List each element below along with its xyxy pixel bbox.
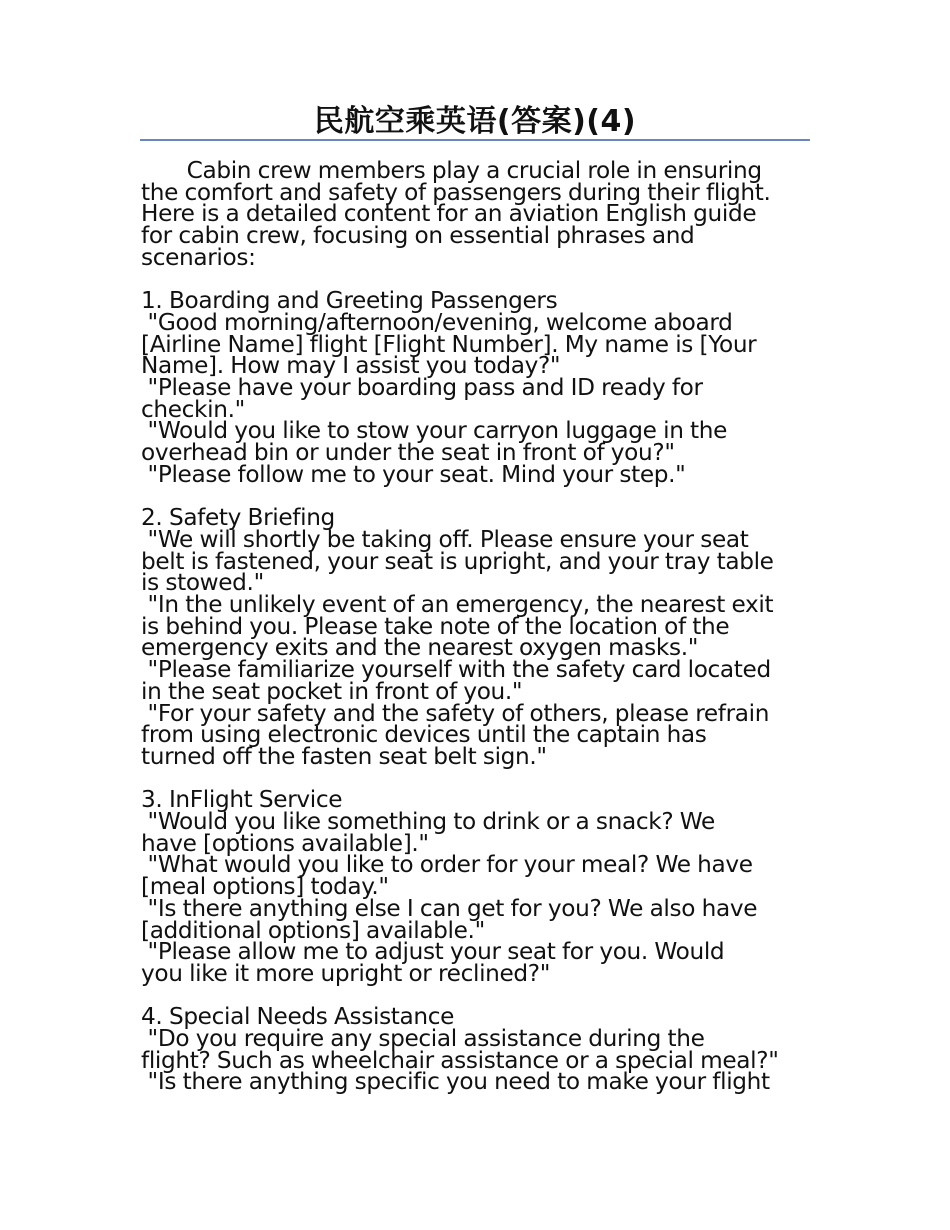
- section-heading: 4. Special Needs Assistance: [141, 1003, 455, 1031]
- text-line: "Is there anything else I can get for you? We also have: [141, 894, 758, 922]
- text-line: for cabin crew, focusing on essential phrases and: [141, 222, 695, 250]
- text-line: "Would you like something to drink or a snack? We: [141, 808, 715, 836]
- text-line: [Airline Name] flight [Flight Number]. My name is [Your: [141, 330, 757, 358]
- text-line: "Do you require any special assistance during the: [141, 1025, 705, 1053]
- document-body: [141, 157, 813, 1096]
- text-line: "Please allow me to adjust your seat for you. Would: [141, 938, 725, 966]
- text-line: "Please familiarize yourself with the safety card located: [141, 656, 771, 684]
- text-line: "Please have your boarding pass and ID ready for: [141, 374, 703, 402]
- text-line: "For your safety and the safety of others, please refrain: [141, 699, 770, 727]
- section-special-needs: [141, 1003, 813, 1096]
- text-line: checkin.": [141, 395, 245, 423]
- text-line: belt is fastened, your seat is upright, and your tray table: [141, 547, 774, 575]
- section-heading: 3. InFlight Service: [141, 786, 343, 814]
- section-safety-briefing: [141, 504, 813, 770]
- title-underline: [140, 139, 810, 141]
- text-line: from using electronic devices until the captain has: [141, 721, 707, 749]
- text-line: "Please follow me to your seat. Mind your step.": [141, 460, 686, 488]
- section-heading: 1. Boarding and Greeting Passengers: [141, 287, 558, 315]
- text-line: scenarios:: [141, 243, 256, 271]
- text-line: [additional options] available.": [141, 916, 485, 944]
- text-line: [meal options] today.": [141, 873, 389, 901]
- text-line: Cabin crew members play a crucial role in ensuring: [141, 157, 762, 184]
- text-line: overhead bin or under the seat in front of you?": [141, 439, 675, 467]
- text-line: turned off the fasten seat belt sign.": [141, 742, 547, 770]
- text-line: in the seat pocket in front of you.": [141, 677, 523, 705]
- text-line: "Is there anything specific you need to make your flight: [141, 1068, 770, 1096]
- section-inflight-service: [141, 786, 813, 987]
- text-line: Name]. How may I assist you today?": [141, 352, 561, 380]
- section-heading: 2. Safety Briefing: [141, 504, 335, 532]
- text-line: you like it more upright or reclined?": [141, 959, 551, 987]
- text-line: "What would you like to order for your meal? We have: [141, 851, 753, 879]
- intro-paragraph: [141, 157, 813, 271]
- text-line: flight? Such as wheelchair assistance or a special meal?": [141, 1046, 779, 1074]
- section-boarding: [141, 287, 813, 488]
- document-title: 民航空乘英语(答案)(4): [313, 104, 637, 139]
- text-line: the comfort and safety of passengers during their flight.: [141, 178, 771, 206]
- text-line: have [options available].": [141, 829, 429, 857]
- text-line: "In the unlikely event of an emergency, the nearest exit: [141, 591, 774, 619]
- text-line: "We will shortly be taking off. Please ensure your seat: [141, 525, 749, 553]
- text-line: "Would you like to stow your carryon luggage in the: [141, 417, 728, 445]
- text-line: Here is a detailed content for an aviation English guide: [141, 200, 757, 228]
- text-line: is behind you. Please take note of the location of the: [141, 612, 730, 640]
- text-line: "Good morning/afternoon/evening, welcome aboard: [141, 308, 733, 336]
- text-line: is stowed.": [141, 569, 264, 597]
- text-line: emergency exits and the nearest oxygen masks.": [141, 634, 699, 662]
